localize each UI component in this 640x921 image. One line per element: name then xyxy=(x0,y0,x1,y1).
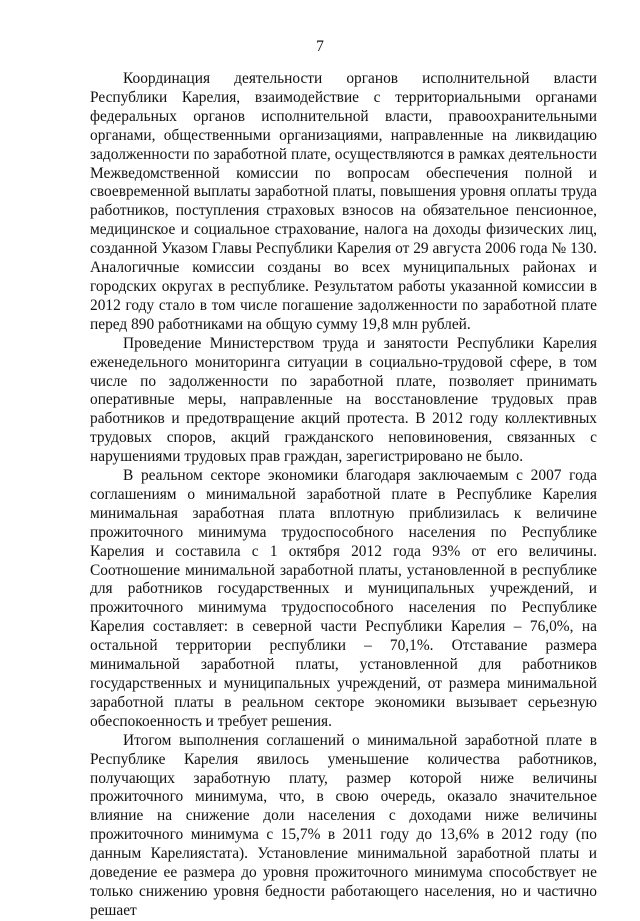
page-number: 7 xyxy=(316,38,324,55)
paragraph-results: Итогом выполнения соглашений о минимальной заработной плате в Республике Карелия явилось уменьшение количества работников, получающих заработную плату, размер которой ниже величины прожиточного минимума, что, в свою очередь, оказало значительное влияние на снижение доли населения с доходами ниже величины прожиточного минимума с 15,7% в 2011 году до 13,6% в 2012 году (по данным Карелиястата). Установление минимальной заработной платы и доведение ее размера до уровня прожиточного минимума способствует не только снижению уровня бедности работающего населения, но и частично решает xyxy=(90,731,597,919)
paragraph-monitoring: Проведение Министерством труда и занятости Республики Карелия еженедельного мониторинга ситуации в социально-трудовой сфере, в том числе по задолженности по заработной плате, позволяет принимать оперативные меры, направленные на восстановление трудовых прав работников и предотвращение акций протеста. В 2012 году коллективных трудовых споров, акций гражданского неповиновения, связанных с нарушениями трудовых прав граждан, зарегистрировано не было. xyxy=(90,334,597,466)
paragraph-minimum-wage: В реальном секторе экономики благодаря заключаемым с 2007 года соглашениям о минимальной заработной плате в Республике Карелия минимальная заработная плата вплотную приблизилась к величине прожиточного минимума трудоспособного населения по Республике Карелия и составила с 1 октября 2012 года 93% от его величины. Соотношение минимальной заработной платы, установленной в республике для работников государственных и муниципальных учреждений, и прожиточного минимума трудоспособного населения по Республике Карелия составляет: в северной части Республики Карелия – 76,0%, на остальной территории республики – 70,1%. Отставание размера минимальной заработной платы, установленной для работников государственных и муниципальных учреждений, от размера минимальной заработной платы в реальном секторе экономики вызывает серьезную обеспокоенность и требует решения. xyxy=(90,467,597,730)
paragraph-coordination: Координация деятельности органов исполнительной власти Республики Карелия, взаимодействие с территориальными органами федеральных органов исполнительной власти, правоохранительными органами, общественными организациями, направленные на ликвидацию задолженности по заработной плате, осуществляются в рамках деятельности Межведомственной комиссии по вопросам обеспечения полной и своевременной выплаты заработной платы, повышения уровня оплаты труда работников, поступления страховых взносов на обязательное пенсионное, медицинское и социальное страхование, налога на доходы физических лиц, созданной Указом Главы Республики Карелия от 29 августа 2006 года № 130. Аналогичные комиссии созданы во всех муниципальных районах и городских округах в республике. Результатом работы указанной комиссии в 2012 году стало в том числе погашение задолженности по заработной плате перед 890 работниками на общую сумму 19,8 млн рублей. xyxy=(90,70,597,333)
document-body xyxy=(90,70,597,921)
